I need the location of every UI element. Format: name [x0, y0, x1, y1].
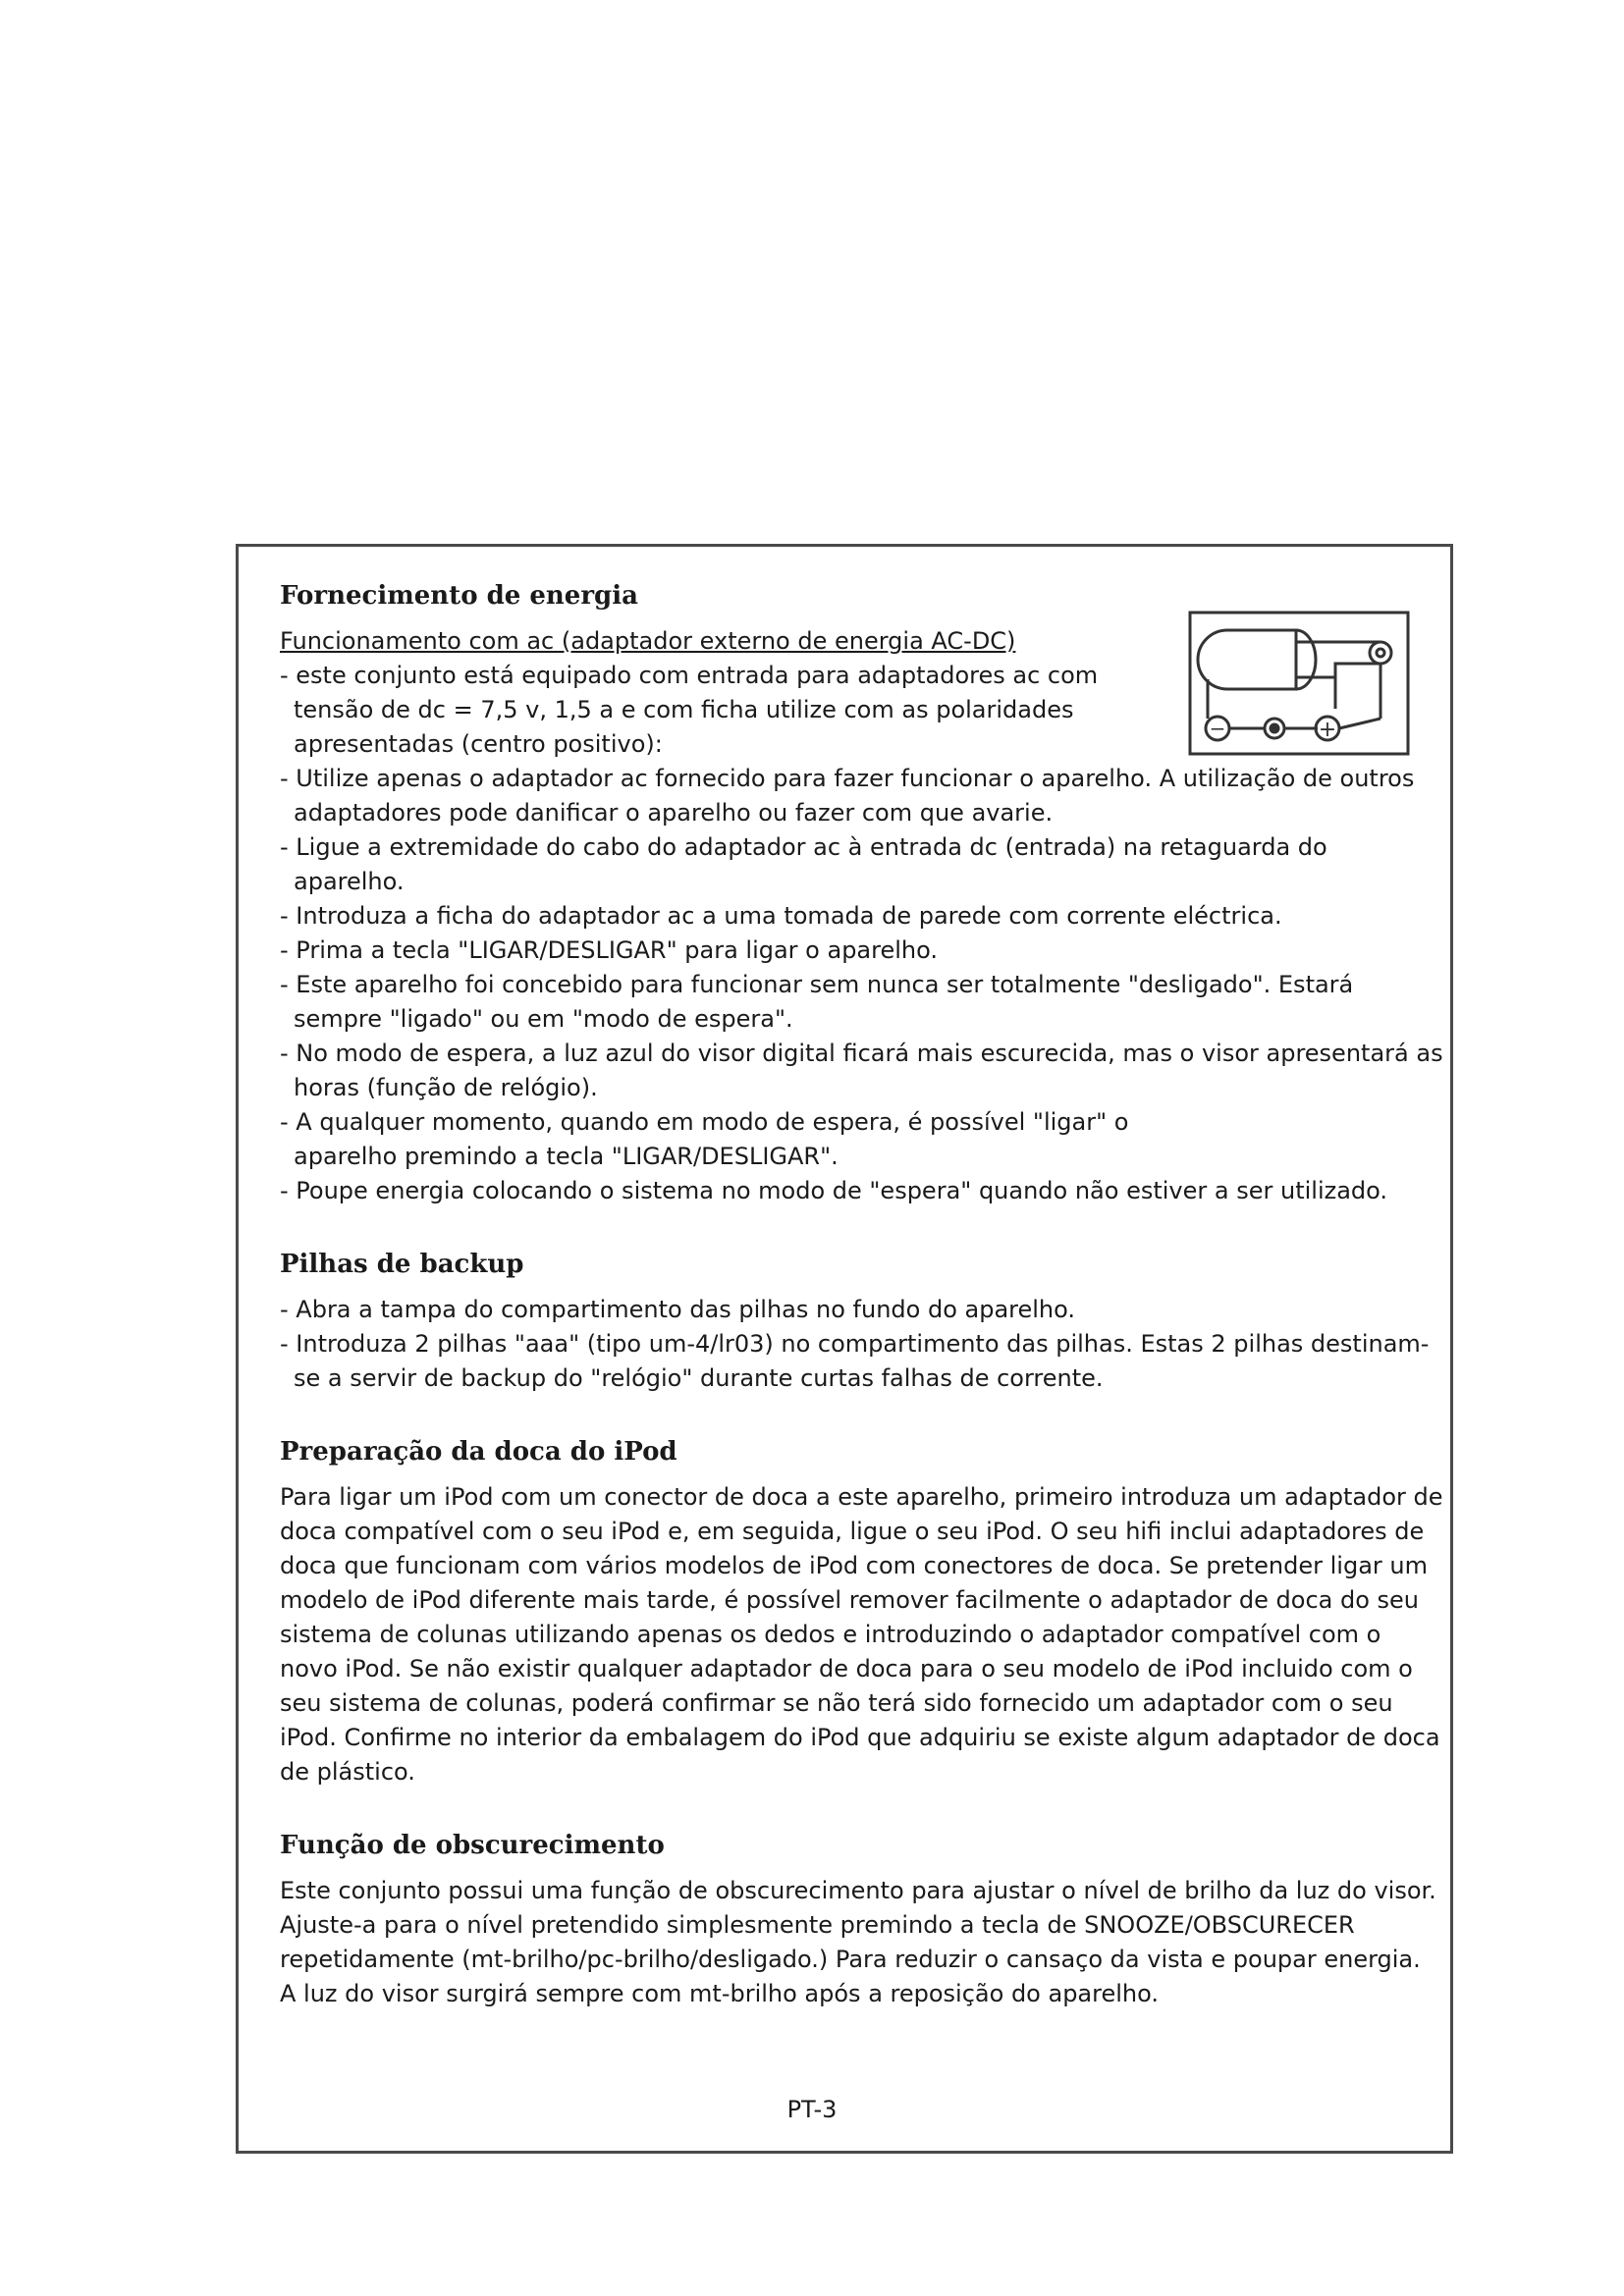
bullet-item: - Abra a tampa do compartimento das pilhas no fundo do aparelho. [280, 1296, 1076, 1323]
section-title-dimmer: Função de obscurecimento [280, 1831, 665, 1860]
minus-sign: − [1209, 717, 1226, 740]
bullet-item: - este conjunto está equipado com entrada para adaptadores ac com tensão de dc = 7,5 v, 1,5 a e com ficha utilize com as polaridades apresentadas (centro positivo): [280, 662, 1099, 758]
section-dimmer [280, 1829, 1443, 2011]
bullet-item: - Introduza 2 pilhas "aaa" (tipo um-4/lr03) no compartimento das pilhas. Estas 2 pilhas destinam-se a servir de backup do "relógio" durante curtas falhas de corrente. [280, 1330, 1430, 1392]
bullet-item: - Introduza a ficha do adaptador ac a uma tomada de parede com corrente eléctrica. [280, 902, 1282, 930]
bullet-item: - Ligue a extremidade do cabo do adaptador ac à entrada dc (entrada) na retaguarda do aparelho. [280, 833, 1327, 895]
section-backup-batteries [280, 1248, 1443, 1396]
dimmer-paragraph: Este conjunto possui uma função de obscurecimento para ajustar o nível de brilho da luz do visor. Ajuste-a para o nível pretendido simplesmente premindo a tecla de SNOOZE/OBSCURECER repetidamente (mt-brilho/pc-brilho/desligado.) Para reduzir o cansaço da vista e poupar energia. A luz do visor surgirá sempre com mt-brilho após a reposição do aparelho. [280, 1877, 1436, 2007]
dock-paragraph: Para ligar um iPod com um conector de doca a este aparelho, primeiro introduza um adaptador de doca compatível com o seu iPod e, em seguida, ligue o seu iPod. O seu hifi inclui adaptadores de doca que funcionam com vários modelos de iPod com conectores de doca. Se pretender ligar um modelo de iPod diferente mais tarde, é possível remover facilmente o adaptador de doca do seu sistema de colunas utilizando apenas os dedos e introduzindo o adaptador compatível com o novo iPod. Se não existir qualquer adaptador de doca para o seu modelo de iPod incluido com o seu sistema de colunas, poderá confirmar se não terá sido fornecido um adaptador com o seu iPod. Confirme no interior da embalagem do iPod que adquiriu se existe algum adaptador de doca de plástico. [280, 1483, 1443, 1786]
bullet-item: - A qualquer momento, quando em modo de espera, é possível "ligar" o aparelho premindo a tecla "LIGAR/DESLIGAR". [280, 1108, 1129, 1170]
bullet-item: - Este aparelho foi concebido para funcionar sem nunca ser totalmente "desligado". Estará sempre "ligado" ou em "modo de espera". [280, 971, 1354, 1033]
subtitle-ac-operation: Funcionamento com ac (adaptador externo de energia AC-DC) [280, 627, 1016, 655]
plus-sign: + [1318, 718, 1337, 742]
section-title-power: Fornecimento de energia [280, 581, 638, 611]
section-ipod-dock [280, 1435, 1443, 1789]
page-number: PT-3 [786, 2096, 838, 2123]
page-content [280, 579, 1443, 2051]
bullet-item: - No modo de espera, a luz azul do visor digital ficará mais escurecida, mas o visor apresentará as horas (função de relógio). [280, 1040, 1443, 1101]
bullet-item: - Poupe energia colocando o sistema no modo de "espera" quando não estiver a ser utilizado. [280, 1177, 1388, 1204]
section-title-backup: Pilhas de backup [280, 1250, 524, 1279]
bullet-item: - Prima a tecla "LIGAR/DESLIGAR" para ligar o aparelho. [280, 936, 939, 964]
section-power [280, 579, 1443, 1208]
section-title-dock: Preparação da doca do iPod [280, 1437, 677, 1467]
bullet-item: - Utilize apenas o adaptador ac fornecido para fazer funcionar o aparelho. A utilização de outros adaptadores pode danificar o aparelho ou fazer com que avarie. [280, 765, 1415, 827]
